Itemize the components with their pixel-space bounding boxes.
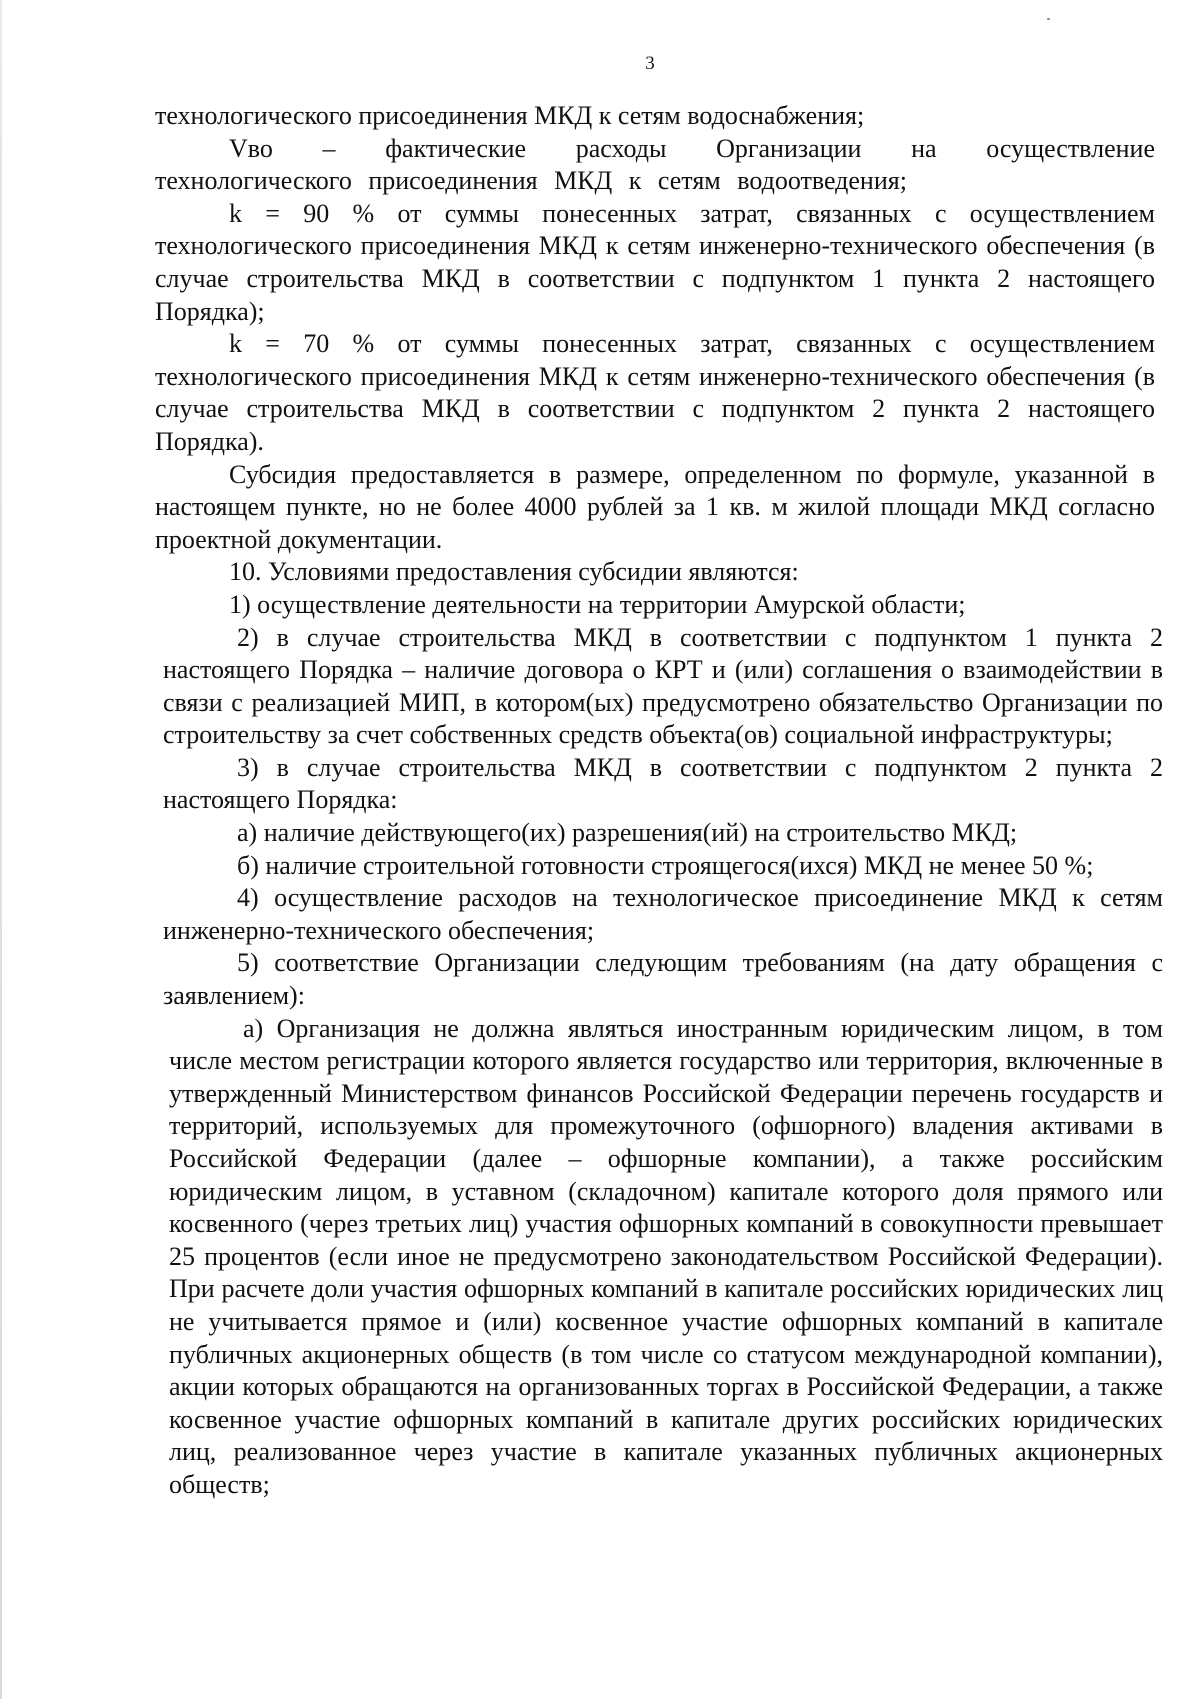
paragraph-requirement-5a: а) Организация не должна являться иностранным юридическим лицом, в том числе местом регистрации которого является государство или территория, включенные в утвержденный Министерством финансов Российской Федерации перечень государств и территорий, используемых для промежуточного (офшорного) владения активами в Российской Федерации (далее – офшорные компании), а также российским юридическим лицом, в уставном (складочном) капитале которого доля прямого или косвенного (через третьих лиц) участия офшорных компаний в совокупности превышает 25 процентов (если иное не предусмотрено законодательством Российской Федерации). При расчете доли участия офшорных компаний в капитале российских юридических лиц не учитывается прямое и (или) косвенное участие офшорных компаний в капитале публичных акционерных обществ (в том числе со статусом международной компании), акции которых обращаются на организованных торгах в Российской Федерации, а также косвенное участие офшорных компаний в капитале других российских юридических лиц, реализованное через участие в капитале указанных публичных акционерных обществ; [169,1013,1163,1499]
scan-edge-shadow [0,0,2,1699]
requirements-block [169,1013,1163,1502]
paragraph-k90: k = 90 % от суммы понесенных затрат, связанных с осуществлением технологического присоединения МКД к сетям инженерно-технического обеспечения (в случае строительства МКД в соответствии с подпунктом 1 пункта 2 настоящего Порядка); [155,198,1155,326]
paragraph-k70: k = 70 % от суммы понесенных затрат, связанных с осуществлением технологического присоединения МКД к сетям инженерно-технического обеспечения (в случае строительства МКД в соответствии с подпунктом 2 пункта 2 настоящего Порядка). [155,329,1155,456]
page-number: 3 [645,53,655,74]
conditions-block [163,622,1163,1013]
paragraph-condition-5: 5) соответствие Организации следующим требованиям (на дату обращения с заявлением): [163,948,1163,1011]
paragraph-condition-4: 4) осуществление расходов на технологическое присоединение МКД к сетям инженерно-технического обеспечения; [163,883,1163,945]
paragraph-water-supply-tail: технологического присоединения МКД к сетям водоснабжения; [155,101,865,130]
paragraph-condition-3a: а) наличие действующего(их) разрешения(ий) на строительство МКД; [237,818,1018,848]
paragraph-condition-2: 2) в случае строительства МКД в соответствии с подпунктом 1 пункта 2 настоящего Порядка – наличие договора о КРТ и (или) соглашения о взаимодействии в связи с реализацией МИП, в котором(ых) предусмотрено обязательство Организации по строительству за счет собственных средств объекта(ов) социальной инфраструктуры; [163,622,1163,750]
scan-speck [1047,18,1050,20]
paragraph-condition-3b: б) наличие строительной готовности строящегося(ихся) МКД не менее 50 %; [237,850,1094,880]
paragraph-subsidy-limit: Субсидия предоставляется в размере, определенном по формуле, указанной в настоящем пункте, но не более 4000 рублей за 1 кв. м жилой площади МКД согласно проектной документации. [155,459,1155,554]
paragraph-condition-1: 1) осуществление деятельности на территории Амурской области; [229,589,966,619]
paragraph-vvo-definition: Vво – фактические расходы Организации на осуществление технологического присоединения МКД к сетям водоотведения; [155,133,1155,196]
paragraph-item-10-heading: 10. Условиями предоставления субсидии являются: [229,557,799,587]
document-body [155,100,1163,1502]
paragraph-condition-3: 3) в случае строительства МКД в соответствии с подпунктом 2 пункта 2 настоящего Порядка: [163,752,1163,815]
